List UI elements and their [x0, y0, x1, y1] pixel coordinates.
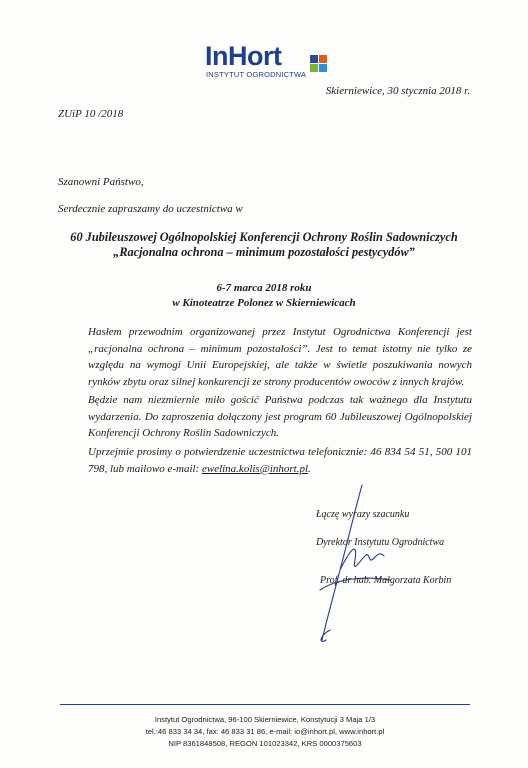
- paragraph-3: [88, 444, 472, 477]
- greeting: Szanowni Państwo,: [58, 176, 144, 188]
- conference-subtitle: „Racjonalna ochrona – minimum pozostałości pestycydów”: [113, 245, 415, 259]
- logo-subtitle: INSTYTUT OGRODNICTWA: [206, 70, 307, 79]
- inhort-logo: [205, 41, 325, 81]
- conference-venue: w Kinoteatrze Polonez w Skierniewicach: [172, 297, 356, 309]
- paragraph-3-end: .: [308, 462, 311, 475]
- invite-line: Serdecznie zapraszamy do uczestnictwa w: [58, 203, 243, 215]
- logo-wordmark: InHort: [205, 41, 282, 71]
- conference-title: 60 Jubileuszowej Ogólnopolskiej Konferencji Ochrony Roślin Sadowniczych: [70, 230, 458, 244]
- logo-squares-icon: [310, 55, 328, 73]
- footer-registry: NIP 8361848508, REGON 101023342, KRS 0000375603: [168, 739, 362, 748]
- paragraph-3-text: Uprzejmie prosimy o potwierdzenie uczestnictwa telefonicznie: 46 834 54 51, 500 101 798, lub mailowo e-mail:: [88, 446, 472, 475]
- paragraph-1: Hasłem przewodnim organizowanej przez Instytut Ogrodnictwa Konferencji jest „racjonalna ochrona – minimum pozostałości”. Jest to temat istotny nie tylko ze względu na wymogi Unii Europejskiej, ale także w świetle poszukiwania nowych rynków zbytu oraz silnej konkurencji ze strony producentów owoców z innych krajów.: [88, 326, 472, 388]
- director-title: Dyrektor Instytutu Ogrodnictwa: [316, 537, 445, 548]
- footer-contact: tel.:46 833 34 34, fax: 46 833 31 86, e-mail: io@inhort.pl, www.inhort.pl: [145, 727, 385, 736]
- closing-phrase: Łączę wyrazy szacunku: [316, 509, 410, 520]
- reference-number: ZUiP 10 /2018: [58, 108, 124, 120]
- contact-email-link[interactable]: ewelina.kolis@inhort.pl: [201, 462, 309, 475]
- handwritten-signature: [300, 480, 400, 650]
- letter-date: Skierniewice, 30 stycznia 2018 r.: [325, 85, 470, 97]
- director-name: Prof. dr hab. Małgorzata Korbin: [320, 575, 452, 586]
- footer-divider: [60, 704, 470, 705]
- conference-date: 6-7 marca 2018 roku: [216, 282, 312, 294]
- footer-address: Instytut Ogrodnictwa, 96-100 Skierniewice, Konstytucji 3 Maja 1/3: [154, 715, 376, 724]
- paragraph-2: Będzie nam niezmiernie miło gościć Państwa podczas tak ważnego dla Instytutu wydarzenia. Do zaproszenia dołączony jest program 60 Jubileuszowej Ogólnopolskiej Konferencji Ochrony Roślin Sadowniczych.: [88, 394, 472, 439]
